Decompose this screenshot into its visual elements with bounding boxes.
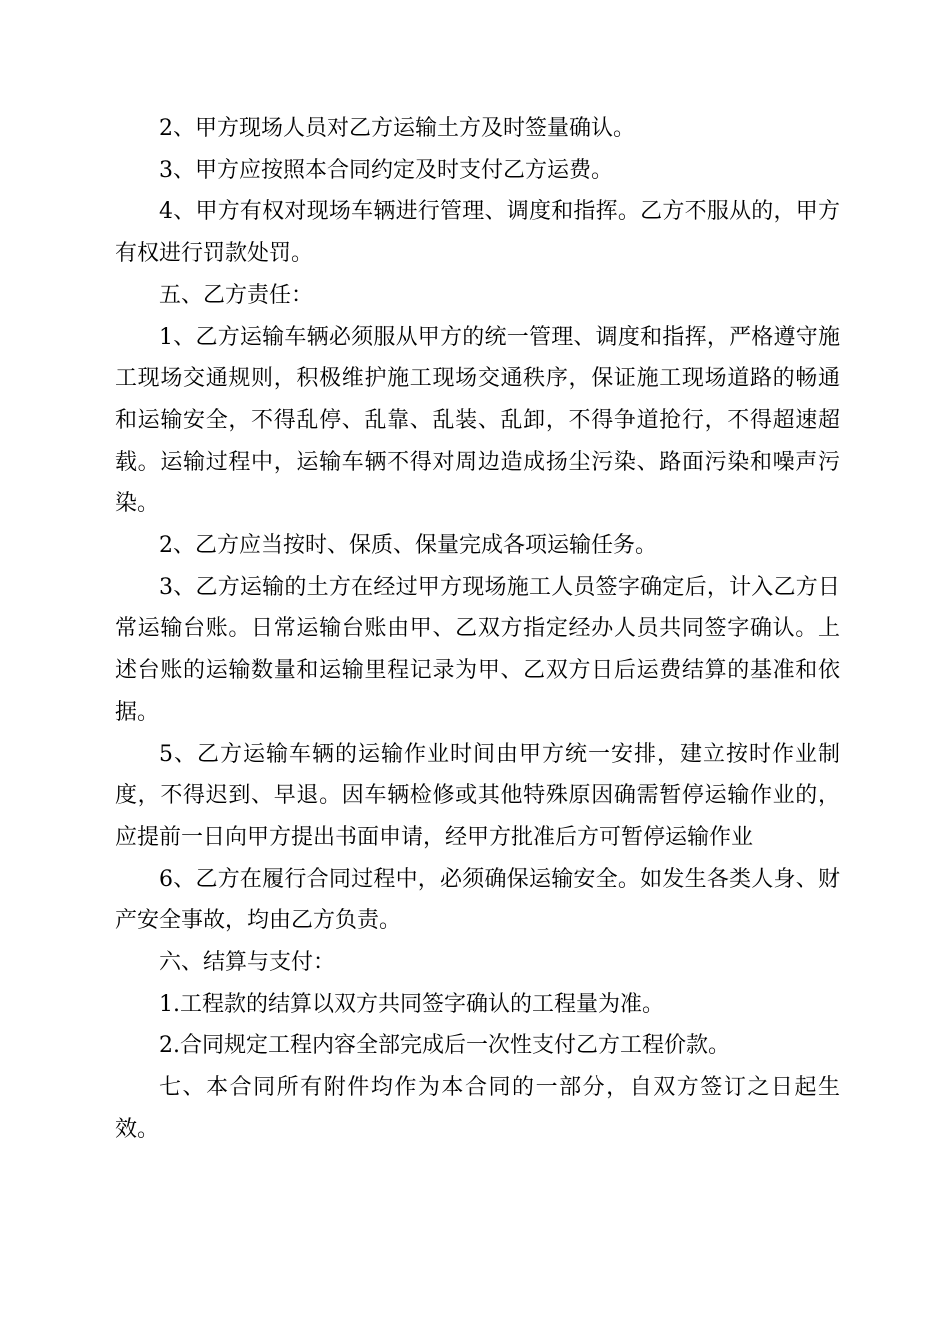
clause-attachments-effective: 七、本合同所有附件均作为本合同的一部分，自双方签订之日起生效。 <box>115 1075 840 1142</box>
clause-settlement-payment: 2.合同规定工程内容全部完成后一次性支付乙方工程价款。 <box>159 1033 730 1059</box>
clause-party-b-obey: 1、乙方运输车辆必须服从甲方的统一管理、调度和指挥，严格遵守施工现场交通规则，积极维护施工现场交通秩序，保证施工现场道路的畅通和运输安全，不得乱停、乱靠、乱装、乱卸，不得争道抢行，不得超速超载。运输过程中，运输车辆不得对周边造成扬尘污染、路面污染和噪声污染。 <box>115 324 840 517</box>
clause-party-a-confirm: 2、甲方现场人员对乙方运输土方及时签量确认。 <box>159 116 635 141</box>
clause-party-b-schedule: 5、乙方运输车辆的运输作业时间由甲方统一安排，建立按时作业制度，不得迟到、早退。因车辆检修或其他特殊原因确需暂停运输作业的，应提前一日向甲方提出书面申请，经甲方批准后方可暂停运输作业 <box>115 741 840 850</box>
section-heading-party-b-duties: 五、乙方责任： <box>159 282 314 308</box>
clause-party-b-complete-tasks: 2、乙方应当按时、保质、保量完成各项运输任务。 <box>159 533 657 559</box>
clause-party-b-ledger: 3、乙方运输的土方在经过甲方现场施工人员签字确定后，计入乙方日常运输台账。日常运输台账由甲、乙双方指定经办人员共同签字确认。上述台账的运输数量和运输里程记录为甲、乙双方日后运费结算的基准和依据。 <box>115 574 840 725</box>
contract-body <box>115 108 840 1151</box>
clause-party-a-payment: 3、甲方应按照本合同约定及时支付乙方运费。 <box>159 157 613 183</box>
clause-party-b-safety: 6、乙方在履行合同过程中，必须确保运输安全。如发生各类人身、财产安全事故，均由乙方负责。 <box>115 866 840 934</box>
section-heading-settlement: 六、结算与支付： <box>159 950 336 976</box>
clause-party-a-management: 4、甲方有权对现场车辆进行管理、调度和指挥。乙方不服从的，甲方有权进行罚款处罚。 <box>115 199 840 267</box>
clause-settlement-basis: 1.工程款的结算以双方共同签字确认的工程量为准。 <box>159 991 664 1017</box>
